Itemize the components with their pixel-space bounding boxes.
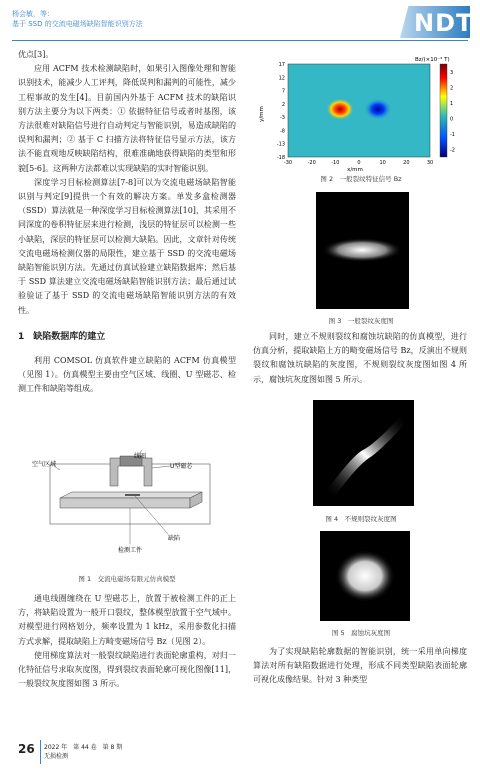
y-tick-label: 2 bbox=[281, 101, 285, 108]
left-column bbox=[18, 48, 236, 397]
figure-4-caption: 图 4 不规则裂纹灰度图 bbox=[325, 515, 397, 523]
left-para-2: 应用 ACFM 技术检测缺陷时，如果引入图像处理和智能识别技术，能减少人工评判，降低误判和漏判的可能性，减少工程事故的发生[4]。目前国内外基于 ACFM 技术的缺陷识别方法主要分为以下两类：① 依据特征信号或者时基图，该方法很难对缺陷信号进行自动判定与智能识别，易造成缺陷的误判和漏判；② 基于 C 扫描方法将特征信号显示方法，该方法不能直观地反映缺陷结构，很难准确地获得缺陷的类型和形貌[5-6]。这两种方法都难以实现缺陷的实时智能识别。 bbox=[18, 64, 236, 173]
page-header bbox=[0, 0, 480, 42]
crack-gray-blob bbox=[322, 238, 402, 262]
figure-2-caption: 图 2 一般裂纹特征信号 Bz bbox=[320, 175, 402, 183]
x-tick-label: -10 bbox=[331, 160, 340, 166]
label-coil: 线圈 bbox=[134, 453, 147, 460]
workpiece-front bbox=[60, 498, 190, 508]
right-para-1: 同时，建立不规则裂纹和腐蚀坑缺陷的仿真模型，进行仿真分析，提取缺陷上方的畸变磁场信号 Bz，反演出不规则裂纹和腐蚀坑缺陷的灰度图，不规则裂纹灰度图如图 4 所示，腐蚀坑灰度图如图 5 所示。 bbox=[253, 332, 467, 384]
section-1-title: 1 缺陷数据库的建立 bbox=[18, 331, 106, 342]
corrosion-pit-blob bbox=[335, 550, 395, 602]
colorbar-tick-label: 3 bbox=[450, 69, 454, 76]
figure-1 bbox=[30, 450, 225, 562]
figure-1-caption: 图 1 交流电磁场有限元仿真模型 bbox=[78, 575, 176, 583]
fe-model-diagram bbox=[30, 450, 225, 562]
x-tick-label: 0 bbox=[357, 160, 361, 166]
y-tick-label: -18 bbox=[276, 155, 285, 161]
figure-2 bbox=[255, 52, 467, 174]
figure-3-image bbox=[316, 192, 409, 309]
x-tick-label: 20 bbox=[403, 160, 410, 166]
x-tick-label: 10 bbox=[379, 160, 386, 166]
footer-journal-issue: 2022 年 第 44 卷 第 8 期 bbox=[44, 744, 123, 751]
left-para-6: 使用梯度算法对一般裂纹缺陷进行表面轮廓重构，对归一化特征信号求取灰度图，得到裂纹表面轮廓可视化图像[11]，一般裂纹灰度图如图 3 所示。 bbox=[18, 650, 236, 689]
x-tick-label: 30 bbox=[426, 160, 434, 166]
heatmap-field bbox=[288, 64, 430, 157]
label-core: U型磁芯 bbox=[170, 463, 193, 470]
journal-logo bbox=[400, 6, 474, 38]
figure-5-caption: 图 5 腐蚀坑灰度图 bbox=[331, 629, 391, 637]
y-tick-label: -3 bbox=[280, 115, 285, 122]
y-tick-label: -8 bbox=[280, 128, 285, 135]
label-defect: 缺陷 bbox=[168, 535, 181, 542]
right-column-text-2 bbox=[253, 645, 467, 688]
y-tick-label: 7 bbox=[281, 88, 285, 95]
label-workpiece: 检测工件 bbox=[118, 547, 143, 554]
irregular-crack-shape bbox=[327, 416, 405, 496]
heatmap-peak-blob bbox=[326, 98, 354, 120]
header-authors: 杨会敏，等： bbox=[12, 10, 54, 18]
figure-4-image bbox=[313, 400, 414, 506]
y-axis-label: y/mm bbox=[259, 106, 265, 122]
left-para-5: 通电线圈缠绕在 U 型磁芯上，放置于被检测工件的正上方，将缺陷设置为一般开口裂纹，整体模型放置于空气域中。对模型进行网格划分，频率设置为 1 kHz，采用参数化扫描方式求解，提取缺陷上方畸变磁场信号 Bz（见图 2）。 bbox=[18, 594, 236, 646]
x-tick-label: -20 bbox=[307, 160, 316, 166]
bz-heatmap-chart bbox=[255, 52, 467, 174]
left-para-4: 利用 COMSOL 仿真软件建立缺陷的 ACFM 仿真模型（见图 1）。仿真模型主要由空气区域、线圈、U 型磁芯、检测工件和缺陷等组成。 bbox=[18, 356, 236, 394]
figure-3-caption: 图 3 一般裂纹灰度图 bbox=[328, 317, 394, 325]
colorbar-title: Bz/(×10⁻⁴ T) bbox=[415, 57, 450, 63]
right-column-text-1 bbox=[253, 330, 467, 387]
x-axis-label: x/mm bbox=[347, 167, 363, 173]
colorbar-tick-label: 0 bbox=[450, 116, 454, 123]
y-tick-label: -13 bbox=[276, 141, 285, 148]
colorbar-tick-label: -1 bbox=[450, 131, 455, 138]
footer-rule bbox=[40, 740, 41, 764]
header-running-title: 基于 SSD 的交流电磁场缺陷智能识别方法 bbox=[12, 20, 143, 28]
x-tick-label: -30 bbox=[283, 160, 293, 166]
logo-text: NDT bbox=[414, 9, 474, 37]
colorbar bbox=[440, 64, 447, 157]
left-para-3: 深度学习目标检测算法[7-8]可以为交流电磁场缺陷智能识别与判定[9]提供一个有效的解决方案。单发多盒检测器（SSD）算法就是一种深度学习目标检测算法[10]，其采用不同深度的卷积特征层来进行检测，浅层的特征层可以检测一些小缺陷，深层的特征层可以检测大缺陷。因此，文章针对传统交流电磁场检测仪器的局限性，建立基于 SSD 的交流电磁场缺陷智能识别方法。先通过仿真试验建立缺陷数据库；然后基于 SSD 算法建立交流电磁场缺陷智能识别方法；最后通过试验验证了基于 SSD 的交流电磁场缺陷智能识别方法的有效性。 bbox=[18, 177, 236, 315]
y-tick-label: 17 bbox=[278, 62, 285, 68]
colorbar-tick-label: -2 bbox=[450, 147, 455, 154]
footer-journal-name: 无损检测 bbox=[44, 753, 69, 760]
left-column-bottom bbox=[18, 592, 236, 691]
label-air: 空气区域 bbox=[32, 461, 57, 468]
right-para-2: 为了实现缺陷轮廓数据的智能识别，统一采用单向梯度算法对所有缺陷数据进行处理，形成不同类型缺陷表面轮廓可视化成像结果。针对 3 种类型 bbox=[253, 647, 467, 685]
colorbar-tick-label: 2 bbox=[450, 85, 454, 92]
header-rule bbox=[12, 40, 468, 41]
page-number: 26 bbox=[18, 742, 35, 756]
heatmap-trough-blob bbox=[364, 98, 392, 120]
figure-5-image bbox=[320, 531, 410, 621]
y-tick-label: 12 bbox=[278, 75, 285, 82]
colorbar-tick-label: 1 bbox=[450, 100, 454, 107]
left-para-1: 优点[3]。 bbox=[18, 50, 54, 59]
